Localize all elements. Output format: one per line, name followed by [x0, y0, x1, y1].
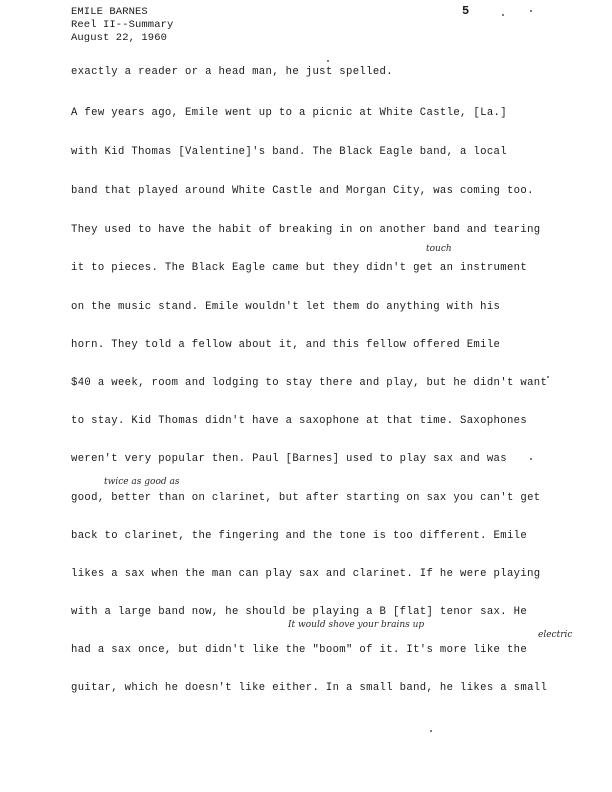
text-line: band that played around White Castle and Morgan City, was coming too. — [71, 185, 534, 197]
text-line: it to pieces. The Black Eagle came but they didn't get an instrument — [71, 262, 528, 274]
scan-speck — [327, 60, 329, 62]
text-line: on the music stand. Emile wouldn't let them do anything with his — [71, 301, 501, 313]
header-date: August 22, 1960 — [71, 32, 168, 44]
text-line: good, better than on clarinet, but after starting on sax you can't get — [71, 492, 541, 504]
text-line: likes a sax when the man can play sax and clarinet. If he were playing — [71, 568, 541, 580]
text-line: had a sax once, but didn't like the "boom" of it. It's more like the — [71, 644, 528, 656]
document-header — [71, 6, 173, 45]
scan-speck — [502, 14, 504, 16]
handwritten-note-shove-brains: It would shove your brains up — [288, 620, 425, 630]
header-reel: Reel II--Summary — [71, 19, 174, 31]
text-line: horn. They told a fellow about it, and this fellow offered Emile — [71, 339, 501, 351]
text-line: They used to have the habit of breaking in on another band and tearing — [71, 224, 541, 236]
handwritten-note-electric: electric — [538, 630, 573, 640]
text-line: with Kid Thomas [Valentine]'s band. The Black Eagle band, a local — [71, 146, 507, 158]
page-number: 5 — [462, 4, 470, 18]
text-line: to stay. Kid Thomas didn't have a saxophone at that time. Saxophones — [71, 415, 528, 427]
handwritten-note-twice-as-good: twice as good as — [104, 477, 180, 487]
text-line: with a large band now, he should be playing a B [flat] tenor sax. He — [71, 606, 528, 618]
scan-speck — [547, 376, 549, 378]
text-line: back to clarinet, the fingering and the tone is too different. Emile — [71, 530, 528, 542]
text-line: exactly a reader or a head man, he just spelled. — [71, 66, 393, 78]
scan-speck — [530, 458, 532, 460]
scan-speck — [430, 730, 432, 732]
text-line: weren't very popular then. Paul [Barnes] used to play sax and was — [71, 453, 507, 465]
handwritten-note-touch: touch — [426, 244, 452, 254]
header-name: EMILE BARNES — [71, 6, 148, 18]
text-line: guitar, which he doesn't like either. In a small band, he likes a small — [71, 682, 548, 694]
text-line: $40 a week, room and lodging to stay there and play, but he didn't want — [71, 377, 548, 389]
scan-speck — [530, 10, 532, 12]
text-line: A few years ago, Emile went up to a picnic at White Castle, [La.] — [71, 107, 507, 119]
